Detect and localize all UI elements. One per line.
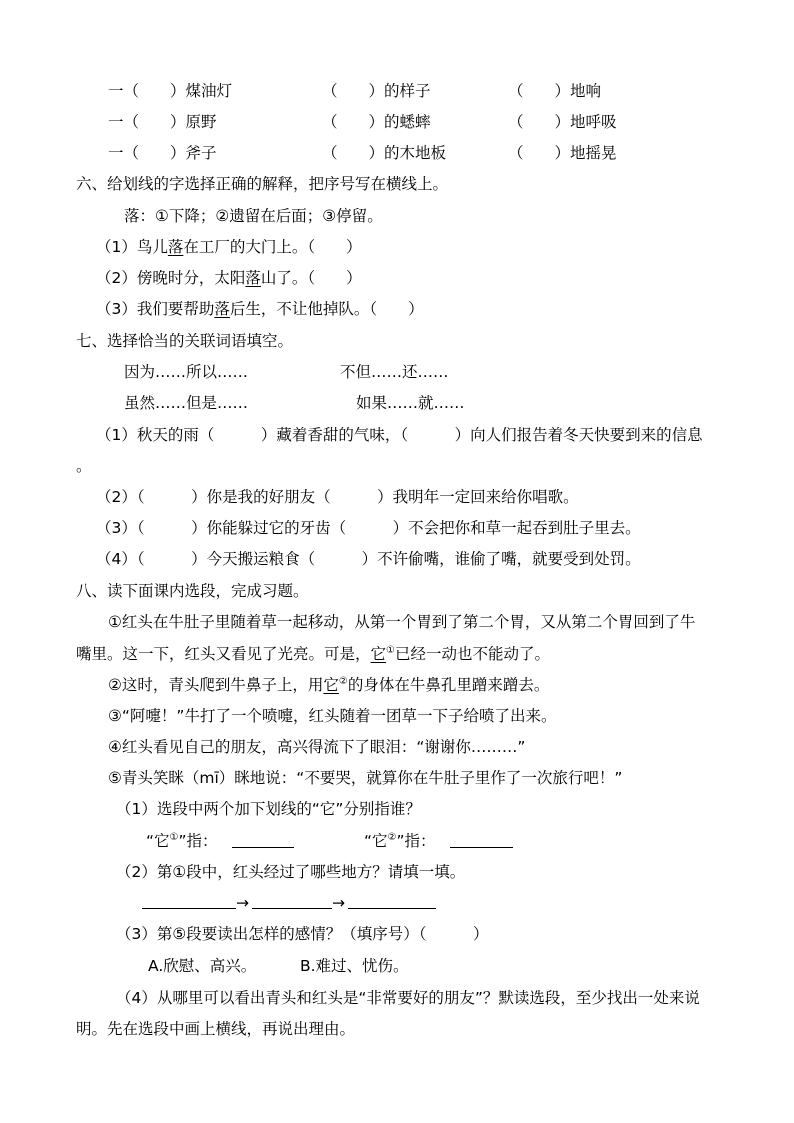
s5-r1-c1: 一（ ）煤油灯 bbox=[108, 82, 233, 100]
section7-question-2: （2）（ ）你是我的好朋友（ ）我明年一定回来给你唱歌。 bbox=[96, 488, 579, 506]
s5-r3-c2: （ ）的木地板 bbox=[322, 144, 447, 162]
q1-answer-blank-2[interactable] bbox=[450, 847, 513, 848]
section7-question-1: （1）秋天的雨（ ）藏着香甜的气味，（ ）向人们报告着冬天快要到来的信息 bbox=[96, 426, 703, 444]
q3-option-a: A.欣慰、高兴。 bbox=[148, 957, 257, 975]
section8-question-4-cont: 明。先在选段中画上横线，再说出理由。 bbox=[76, 1020, 356, 1038]
section7-title: 七、选择恰当的关联词语填空。 bbox=[76, 332, 294, 350]
q1-answer-label-1: “它①”指： bbox=[146, 831, 218, 850]
underlined-char: 落 bbox=[167, 238, 184, 256]
section8-question-3: （3）第⑤段要读出怎样的感情？（填序号）（ ） bbox=[116, 925, 489, 943]
s5-r1-c3: （ ）地响 bbox=[508, 82, 602, 100]
passage-para-5: ⑤青头笑眯（mī）眯地说：“不要哭，就算你在牛肚子里作了一次旅行吧！” bbox=[108, 769, 623, 787]
section6-question-3: （3）我们要帮助落后生，不让他掉队。（ ） bbox=[96, 300, 424, 318]
passage-para-2: ②这时，青头爬到牛鼻子上，用它②的身体在牛鼻孔里蹭来蹭去。 bbox=[108, 675, 550, 694]
section7-option-1: 因为……所以…… bbox=[124, 363, 249, 381]
section7-option-4: 如果……就…… bbox=[356, 394, 465, 412]
s5-r2-c2: （ ）的蟋蟀 bbox=[322, 113, 431, 131]
underlined-it-2: 它 bbox=[323, 676, 339, 694]
section6-title: 六、给划线的字选择正确的解释，把序号写在横线上。 bbox=[76, 175, 449, 193]
s5-r2-c1: 一（ ）原野 bbox=[108, 113, 217, 131]
s5-r3-c1: 一（ ）斧子 bbox=[108, 144, 217, 162]
section8-title: 八、读下面课内选段，完成习题。 bbox=[76, 582, 309, 600]
section6-definitions: 落：①下降；②遗留在后面；③停留。 bbox=[124, 207, 383, 225]
section7-question-4: （4）（ ）今天搬运粮食（ ）不许偷嘴，谁偷了嘴，就要受到处罚。 bbox=[96, 550, 641, 568]
passage-para-3: ③“阿嚏！”牛打了一个喷嚏，红头随着一团草一下子给喷了出来。 bbox=[108, 707, 557, 725]
section7-question-1-cont: 。 bbox=[76, 457, 92, 475]
section6-question-1: （1）鸟儿落在工厂的大门上。（ ） bbox=[96, 238, 362, 256]
q1-answer-label-2: “它②”指： bbox=[364, 831, 436, 850]
section8-question-1: （1）选段中两个加下划线的“它”分别指谁？ bbox=[116, 800, 421, 818]
section8-question-2: （2）第①段中，红头经过了哪些地方？请填一填。 bbox=[116, 863, 466, 881]
s5-r3-c3: （ ）地摇晃 bbox=[508, 144, 617, 162]
section7-option-3: 虽然……但是…… bbox=[124, 394, 249, 412]
q2-blank-2[interactable] bbox=[252, 908, 332, 909]
section6-question-2: （2）傍晚时分，太阳落山了。（ ） bbox=[96, 269, 362, 287]
underlined-char: 落 bbox=[245, 269, 261, 287]
s5-r1-c2: （ ）的样子 bbox=[322, 82, 431, 100]
arrow-2: → bbox=[332, 894, 345, 912]
passage-para-1: ①红头在牛肚子里随着草一起移动，从第一个胃到了第二个胃，又从第二个胃回到了牛 bbox=[108, 613, 696, 631]
underlined-it-1: 它 bbox=[370, 645, 387, 663]
q3-option-b: B.难过、忧伤。 bbox=[300, 957, 409, 975]
passage-para-4: ④红头看见自己的朋友，高兴得流下了眼泪：“谢谢你………” bbox=[108, 738, 526, 756]
arrow-1: → bbox=[236, 894, 249, 912]
q2-blank-1[interactable] bbox=[142, 908, 236, 909]
s5-r2-c3: （ ）地呼吸 bbox=[508, 113, 617, 131]
section8-question-4: （4）从哪里可以看出青头和红头是“非常要好的朋友”？默读选段，至少找出一处来说 bbox=[116, 989, 700, 1007]
passage-para-1-cont: 嘴里。这一下，红头又看见了光亮。可是，它①已经一动也不能动了。 bbox=[76, 644, 551, 663]
q1-answer-blank-1[interactable] bbox=[232, 847, 294, 848]
underlined-char: 落 bbox=[214, 300, 230, 318]
q2-blank-3[interactable] bbox=[348, 908, 436, 909]
section7-question-3: （3）（ ）你能躲过它的牙齿（ ）不会把你和草一起吞到肚子里去。 bbox=[96, 519, 641, 537]
section7-option-2: 不但……还…… bbox=[340, 363, 449, 381]
